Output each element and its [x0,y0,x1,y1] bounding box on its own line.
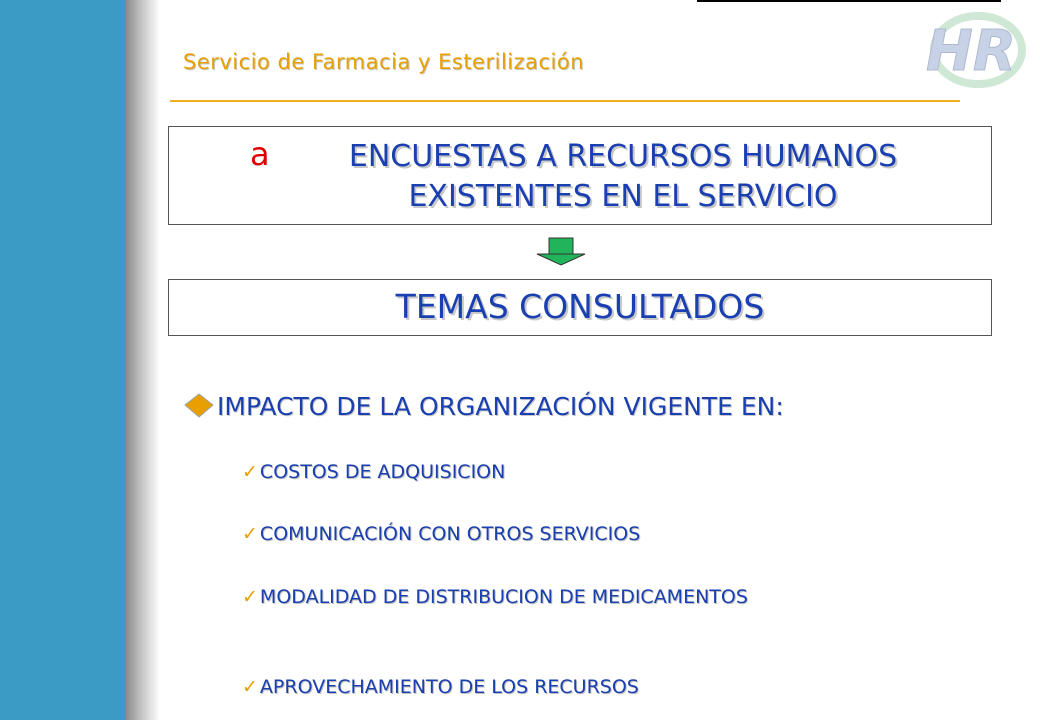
sidebar-bar [0,0,126,720]
topics-title: TEMAS CONSULTADOS [395,287,765,326]
hospital-logo [912,8,1030,88]
impact-heading: IMPACTO DE LA ORGANIZACIÓN VIGENTE EN: [217,392,784,421]
list-item-label: COSTOS DE ADQUISICION [259,461,506,483]
logo-text: HR [926,19,1016,84]
header-title: Servicio de Farmacia y Esterilización [183,50,585,74]
list-item [242,523,640,545]
list-item [242,676,639,698]
down-arrow-icon [536,237,586,267]
diamond-bullet-icon [183,393,215,419]
box-bullet: a [250,135,270,173]
checkmark-icon: ✓ [242,586,258,608]
topics-box [168,279,992,336]
survey-title-line2: EXISTENTES EN EL SERVICIO [408,179,838,214]
list-item-label: APROVECHAMIENTO DE LOS RECURSOS [259,676,639,698]
top-rule [697,0,1001,2]
checkmark-icon: ✓ [242,523,258,545]
survey-title [303,137,943,217]
list-item-label: MODALIDAD DE DISTRIBUCION DE MEDICAMENTOS [259,586,748,608]
sidebar-shadow [126,0,160,720]
list-item [242,586,748,608]
header-underline [170,100,960,102]
list-item [242,461,505,483]
checkmark-icon: ✓ [242,676,258,698]
checkmark-icon: ✓ [242,461,258,483]
survey-title-line1: ENCUESTAS A RECURSOS HUMANOS [348,139,898,174]
list-item-label: COMUNICACIÓN CON OTROS SERVICIOS [259,523,641,545]
survey-box [168,126,992,225]
